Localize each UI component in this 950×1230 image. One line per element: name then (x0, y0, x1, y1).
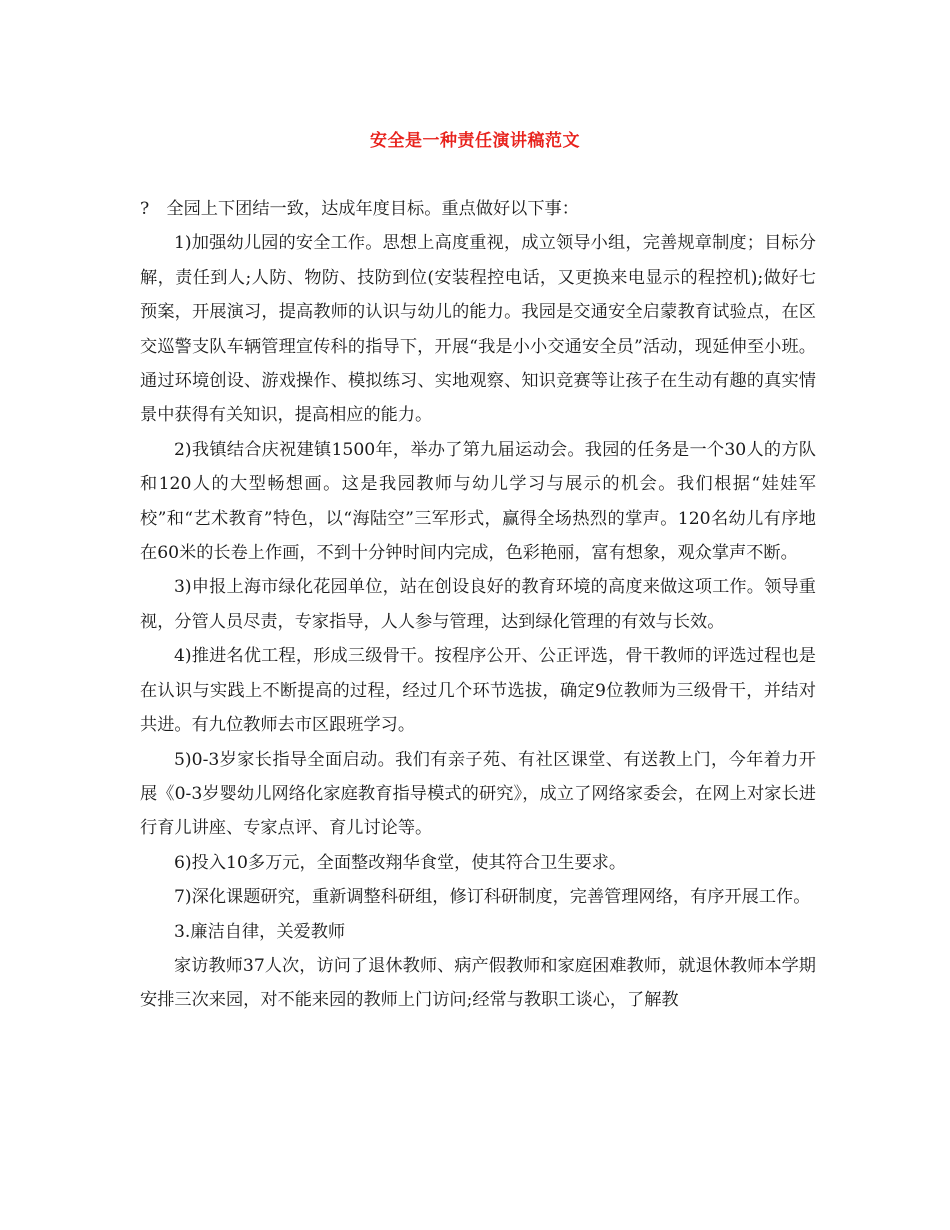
paragraph-item-5: 5)0-3岁家长指导全面启动。我们有亲子苑、有社区课堂、有送教上门，今年着力开展《0-3岁婴幼儿网络化家庭教育指导模式的研究》，成立了网络家委会，在网上对家长进行育儿讲座、专家点评、育儿讨论等。 (140, 749, 816, 839)
document-title: 安全是一种责任演讲稿范文 (370, 131, 580, 151)
paragraph-item-7: 7)深化课题研究，重新调整科研组，修订科研制度，完善管理网络，有序开展工作。 (174, 887, 811, 908)
section-heading: 3.廉洁自律，关爱教师 (174, 921, 346, 942)
document-body (140, 192, 816, 1018)
paragraph-home-visits: 家访教师37人次，访问了退休教师、病产假教师和家庭困难教师，就退休教师本学期安排三次来园，对不能来园的教师上门访问;经常与教职工谈心，了解教 (140, 955, 816, 1011)
paragraph-item-2: 2)我镇结合庆祝建镇1500年，举办了第九届运动会。我园的任务是一个30人的方队和120人的大型畅想画。这是我园教师与幼儿学习与展示的机会。我们根据“娃娃军校”和“艺术教育”特色，以“海陆空”三军形式，赢得全场热烈的掌声。120名幼儿有序地在60米的长卷上作画，不到十分钟时间内完成，色彩艳丽，富有想象，观众掌声不断。 (140, 439, 816, 564)
paragraph-item-4: 4)推进名优工程，形成三级骨干。按程序公开、公正评选，骨干教师的评选过程也是在认识与实践上不断提高的过程，经过几个环节选拔，确定9位教师为三级骨干，并结对共进。有九位教师去市区跟班学习。 (140, 646, 816, 736)
paragraph-item-6: 6)投入10多万元，全面整改翔华食堂，使其符合卫生要求。 (174, 852, 627, 873)
paragraph-item-1: 1)加强幼儿园的安全工作。思想上高度重视，成立领导小组，完善规章制度；目标分解，责任到人;人防、物防、技防到位(安装程控电话，又更换来电显示的程控机);做好七预案，开展演习，提高教师的认识与幼儿的能力。我园是交通安全启蒙教育试验点，在区交巡警支队车辆管理宣传科的指导下，开展“我是小小交通安全员”活动，现延伸至小班。通过环境创设、游戏操作、模拟练习、实地观察、知识竞赛等让孩子在生动有趣的真实情景中获得有关知识，提高相应的能力。 (140, 233, 816, 426)
paragraph-intro: ? 全园上下团结一致，达成年度目标。重点做好以下事： (140, 199, 579, 219)
paragraph-item-3: 3)申报上海市绿化花园单位，站在创设良好的教育环境的高度来做这项工作。领导重视，分管人员尽责，专家指导，人人参与管理，达到绿化管理的有效与长效。 (140, 577, 816, 632)
